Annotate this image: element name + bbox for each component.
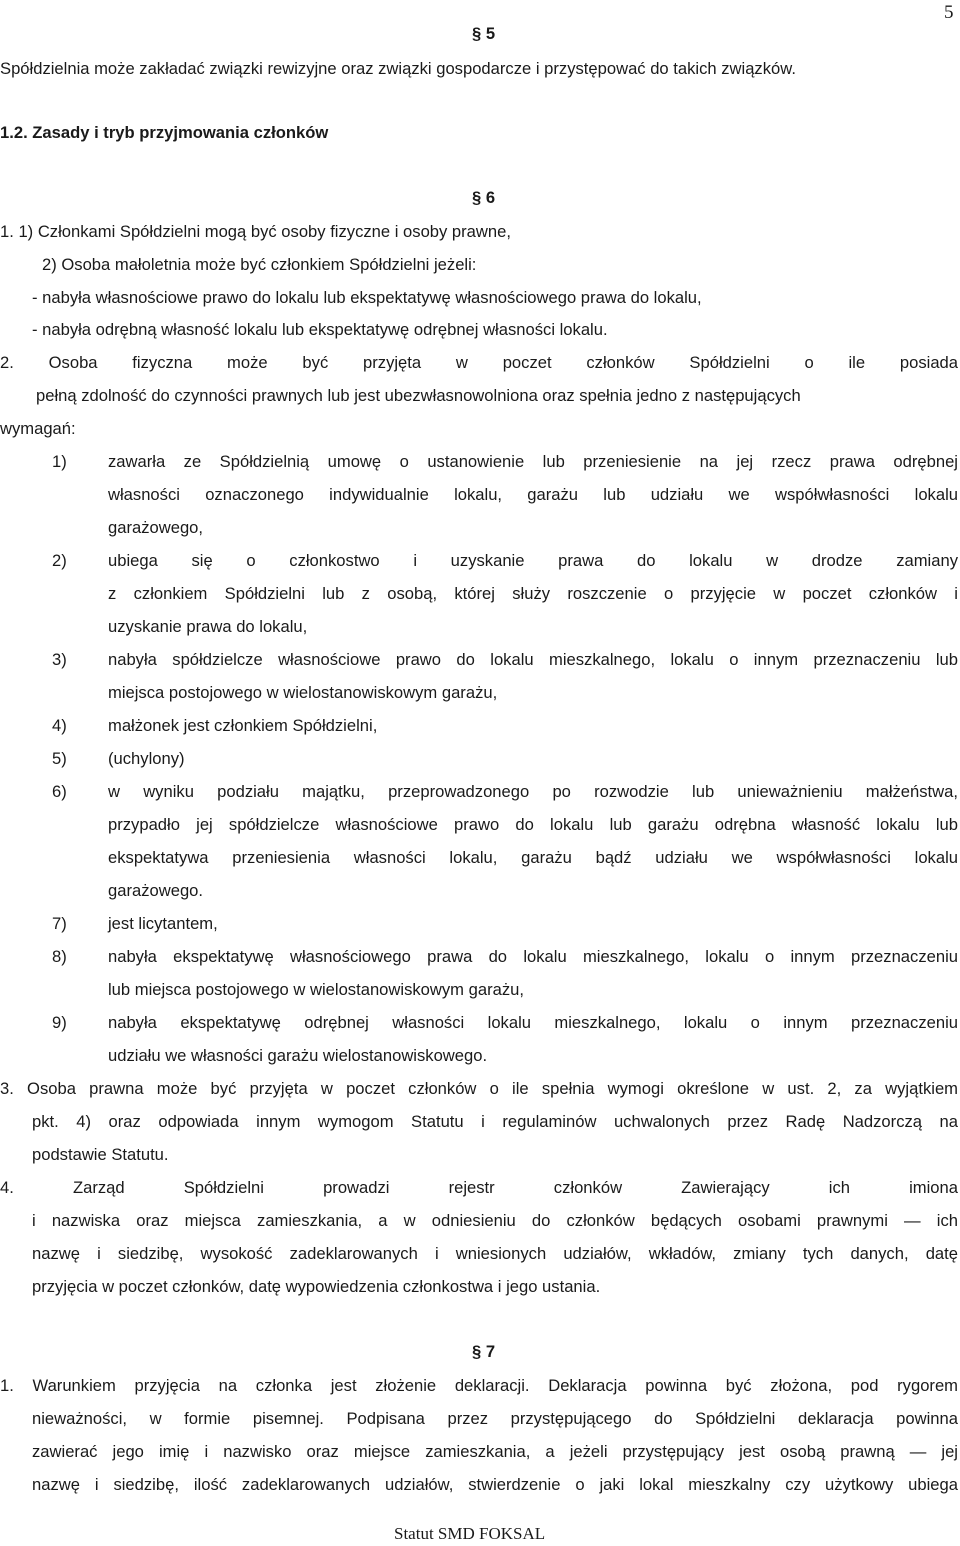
list-item-line: jest licytantem, (108, 914, 218, 933)
list-item-line: lub miejsca postojowego w wielostanowiskowym garażu, (108, 980, 524, 999)
list-item-number: 4) (52, 716, 67, 735)
list-item-line: garażowego, (108, 518, 204, 537)
section-5-heading: § 5 (472, 24, 496, 43)
section-7-line: nieważności, w formie pisemnej. Podpisana przez przystępującego do Spółdzielni deklaracja powinna (32, 1409, 958, 1428)
list-item-line: z członkiem Spółdzielni lub z osobą, której służy roszczenie o przyjęcie w poczet członków i (108, 584, 958, 603)
list-item-line: małżonek jest członkiem Spółdzielni, (108, 716, 378, 735)
section-5-text: Spółdzielnia może zakładać związki rewizyjne oraz związki gospodarcze i przystępować do takich związków. (0, 59, 796, 78)
paragraph-4-line: nazwę i siedzibę, wysokość zadeklarowanych i wniesionych udziałów, wkładów, zmiany tych danych, datę (32, 1244, 958, 1263)
section-7-line: nazwę i siedzibę, ilość zadeklarowanych udziałów, stwierdzenie o jaki lokal mieszkalny czy użytkowy ubiega (32, 1475, 958, 1494)
section-7-line: zawierać jego imię i nazwisko oraz miejsce zamieszkania, a jeżeli przystępujący jest osobą prawną — jej (32, 1442, 958, 1461)
list-item-number: 9) (52, 1013, 67, 1032)
subsection-heading: 1.2. Zasady i tryb przyjmowania członków (0, 123, 329, 142)
section-6-line: 2) Osoba małoletnia może być członkiem Spółdzielni jeżeli: (42, 255, 477, 274)
list-item-line: miejsca postojowego w wielostanowiskowym garażu, (108, 683, 498, 702)
list-item-number: 1) (52, 452, 67, 471)
section-6-line: - nabyła własnościowe prawo do lokalu lub ekspektatywę własnościowego prawa do lokalu, (32, 288, 702, 307)
paragraph-4-line: i nazwiska oraz miejsca zamieszkania, a w odniesieniu do członków będących osobami prawnymi — ich (32, 1211, 958, 1230)
page-footer: Statut SMD FOKSAL (394, 1524, 546, 1543)
list-item-line: uzyskanie prawa do lokalu, (108, 617, 308, 636)
section-7-heading: § 7 (472, 1342, 496, 1361)
paragraph-4-line: 4. Zarząd Spółdzielni prowadzi rejestr członków Zawierający ich imiona (0, 1178, 958, 1197)
paragraph-2-line: wymagań: (0, 419, 76, 438)
list-item-number: 8) (52, 947, 67, 966)
list-item-number: 3) (52, 650, 67, 669)
list-item-line: nabyła ekspektatywę własnościowego prawa do lokalu mieszkalnego, lokalu o innym przeznaczeniu (108, 947, 958, 966)
list-item-number: 2) (52, 551, 67, 570)
list-item-number: 5) (52, 749, 67, 768)
list-item-line: udziału we własności garażu wielostanowiskowego. (108, 1046, 488, 1065)
paragraph-2-line: pełną zdolność do czynności prawnych lub jest ubezwłasnowolniona oraz spełnia jedno z następujących (36, 386, 801, 405)
list-item-line: własności oznaczonego indywidualnie lokalu, garażu lub udziału we współwłasności lokalu (108, 485, 958, 504)
section-7-line: 1. Warunkiem przyjęcia na członka jest złożenie deklaracji. Deklaracja powinna być złożona, pod rygorem (0, 1376, 958, 1395)
list-item-line: garażowego. (108, 881, 204, 900)
list-item-line: (uchylony) (108, 749, 185, 768)
list-item-line: nabyła spółdzielcze własnościowe prawo do lokalu mieszkalnego, lokalu o innym przeznaczeniu lub (108, 650, 958, 669)
paragraph-3-line: pkt. 4) oraz odpowiada innym wymogom Statutu i regulaminów uchwalonych przez Radę Nadzorczą na (32, 1112, 958, 1131)
section-6-line: - nabyła odrębną własność lokalu lub ekspektatywę odrębnej własności lokalu. (32, 320, 608, 339)
list-item-number: 6) (52, 782, 67, 801)
list-item-line: nabyła ekspektatywę odrębnej własności lokalu mieszkalnego, lokalu o innym przeznaczeniu (108, 1013, 958, 1032)
list-item-line: ekspektatywa przeniesienia własności lokalu, garażu bądź udziału we współwłasności lokalu (108, 848, 958, 867)
list-item-line: w wyniku podziału majątku, przeprowadzonego po rozwodzie lub unieważnieniu małżeństwa, (108, 782, 958, 801)
section-6-line: 1. 1) Członkami Spółdzielni mogą być osoby fizyczne i osoby prawne, (0, 222, 511, 241)
list-item-line: zawarła ze Spółdzielnią umowę o ustanowienie lub przeniesienie na jej rzecz prawa odrębnej (108, 452, 958, 471)
list-item-line: ubiega się o członkostwo i uzyskanie prawa do lokalu w drodze zamiany (108, 551, 958, 570)
paragraph-2-line: 2. Osoba fizyczna może być przyjęta w poczet członków Spółdzielni o ile posiada (0, 353, 958, 372)
paragraph-3-line: 3. Osoba prawna może być przyjęta w poczet członków o ile spełnia wymogi określone w ust. 2, za wyjątkiem (0, 1079, 958, 1098)
paragraph-3-line: podstawie Statutu. (32, 1145, 169, 1164)
section-6-heading: § 6 (472, 188, 496, 207)
paragraph-4-line: przyjęcia w poczet członków, datę wypowiedzenia członkostwa i jego ustania. (32, 1277, 601, 1296)
page-number: 5 (944, 2, 954, 23)
list-item-line: przypadło jej spółdzielcze własnościowe prawo do lokalu lub garażu odrębna własność lokalu lub (108, 815, 958, 834)
list-item-number: 7) (52, 914, 67, 933)
